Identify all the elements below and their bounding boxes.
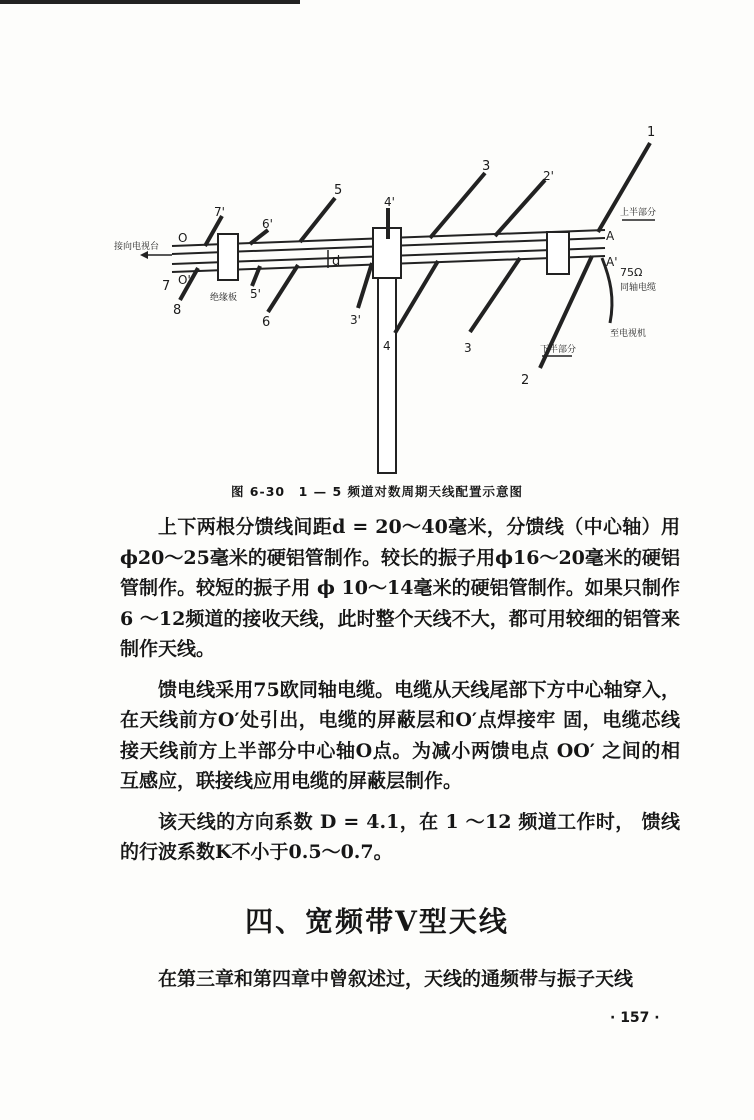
label-6: 6 bbox=[262, 315, 271, 330]
label-O: O bbox=[178, 231, 188, 245]
label-7: 7 bbox=[162, 279, 171, 294]
antenna-diagram bbox=[110, 118, 690, 483]
paragraph-3: 该天线的方向系数 D = 4.1，在 1 ～12 频道工作时， 馈线的行波系数K不小于0.5～0.7。 bbox=[120, 810, 680, 863]
label-upper-half: 上半部分 bbox=[620, 208, 657, 218]
label-2p: 2' bbox=[543, 169, 554, 183]
antenna-figure bbox=[110, 118, 690, 483]
section-title: 四、宽频带V型天线 bbox=[245, 905, 509, 938]
element-6 bbox=[268, 265, 298, 312]
label-5: 5 bbox=[334, 183, 343, 198]
element-3 bbox=[430, 173, 485, 238]
label-3p: 3' bbox=[350, 313, 361, 327]
label-8: 8 bbox=[173, 303, 182, 318]
label-d: d bbox=[332, 254, 341, 269]
paragraph-1: 上下两根分馈线间距d = 20～40毫米，分馈线（中心轴）用ϕ20～25毫米的硬铝管制作。较长的振子用ϕ16～20毫米的硬铝管制作。较短的振子用 ϕ 10～14毫米的硬铝管制作。如果只制作 6 ～12频道的接收天线，此时整个天线不大，都可用较细的铝管来制作天线。 bbox=[120, 516, 680, 660]
label-insulator: 绝缘板 bbox=[210, 293, 238, 303]
section-body bbox=[120, 964, 680, 994]
clamp-left bbox=[218, 234, 238, 280]
label-5p: 5' bbox=[250, 287, 261, 301]
section-paragraph: 在第三章和第四章中曾叙述过，天线的通频带与振子天线 bbox=[158, 968, 634, 990]
page-number: · 157 · bbox=[610, 1010, 660, 1026]
left-arrowhead bbox=[140, 251, 148, 259]
label-A: A bbox=[606, 229, 615, 243]
label-6p: 6' bbox=[262, 217, 273, 231]
label-1: 1 bbox=[647, 125, 656, 140]
label-4: 4 bbox=[383, 339, 391, 353]
label-7p: 7' bbox=[214, 205, 225, 219]
label-ohm: 75Ω bbox=[620, 266, 643, 279]
label-3: 3 bbox=[482, 159, 491, 174]
label-lower-half: 下半部分 bbox=[540, 345, 577, 355]
page-top-rule bbox=[0, 0, 300, 4]
element-1 bbox=[598, 143, 650, 232]
body-text bbox=[120, 512, 680, 878]
label-Ap: A' bbox=[606, 255, 618, 269]
element-2p bbox=[495, 180, 545, 236]
label-Op: O' bbox=[178, 273, 191, 287]
label-to-receiver: 接向电视台 bbox=[114, 242, 160, 252]
clamp-right bbox=[547, 232, 569, 274]
label-2: 2 bbox=[521, 373, 530, 388]
element-3p bbox=[358, 263, 372, 308]
label-to-tv: 至电视机 bbox=[610, 329, 647, 339]
element-5 bbox=[300, 198, 335, 242]
label-4p: 4' bbox=[384, 195, 395, 209]
label-coax: 同轴电缆 bbox=[620, 283, 657, 293]
element-3-lower bbox=[470, 258, 520, 332]
label-3-lower: 3 bbox=[464, 341, 472, 355]
figure-caption: 图 6-30 1 — 5 频道对数周期天线配置示意图 bbox=[230, 484, 524, 499]
paragraph-2: 馈电线采用75欧同轴电缆。电缆从天线尾部下方中心轴穿入，在天线前方O′处引出，电缆的屏蔽层和O′点焊接牢 固，电缆芯线接天线前方上半部分中心轴O点。为减小两馈电点 OO′ 之间的相互感应，联接线应用电缆的屏蔽层制作。 bbox=[120, 678, 680, 792]
